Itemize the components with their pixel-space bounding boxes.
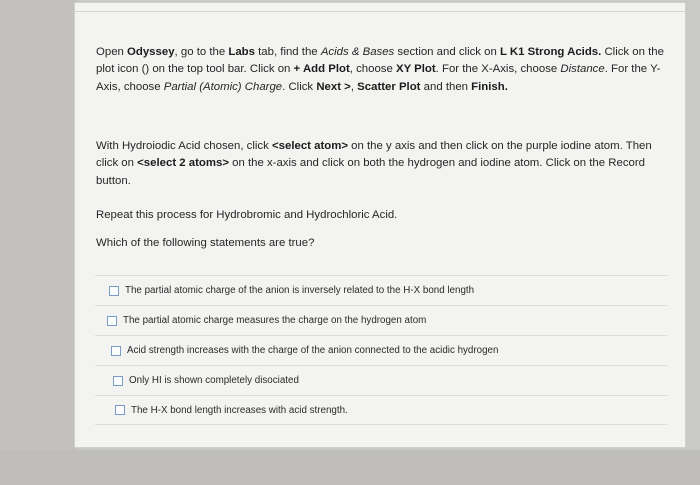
text: ,	[350, 80, 358, 93]
answer-options	[95, 275, 667, 425]
option-row[interactable]	[95, 275, 667, 305]
text: With Hydroiodic Acid chosen, click	[96, 140, 272, 152]
checkbox[interactable]	[107, 316, 117, 326]
card-top-divider	[75, 11, 685, 12]
text-bold: <select 2 atoms>	[137, 157, 229, 170]
text-bold: <select atom>	[272, 140, 348, 152]
checkbox[interactable]	[115, 405, 125, 415]
option-label: Only HI is shown completely disociated	[129, 375, 299, 386]
text: , go to the	[174, 46, 229, 58]
instruction-paragraph-3: Repeat this process for Hydrobromic and Hydrochloric Acid.	[96, 209, 398, 221]
option-label: Acid strength increases with the charge of the anion connected to the acidic hydrogen	[127, 345, 499, 356]
text: section and click on	[394, 46, 501, 58]
background-bottom	[0, 450, 700, 485]
text-bold: Scatter Plot	[357, 80, 421, 93]
text: Open	[96, 46, 128, 58]
text-italic: Distance	[560, 63, 605, 76]
option-row[interactable]	[95, 365, 667, 395]
text: . Click	[282, 80, 317, 93]
text-bold: + Add Plot	[293, 63, 350, 76]
text-bold: Labs	[228, 46, 255, 58]
text: . For the Y-Axis, choose	[96, 63, 661, 93]
text-italic: Partial (Atomic) Charge	[163, 80, 283, 93]
text-bold: L K1 Strong Acids.	[500, 46, 602, 58]
text-bold: Next >	[316, 80, 351, 93]
text: , choose	[349, 63, 396, 76]
option-label: The partial atomic charge of the anion is inversely related to the H-X bond length	[125, 285, 475, 296]
question-prompt: Which of the following statements are true?	[96, 237, 315, 249]
text: on the y axis and then click on the purple iodine atom. Then click on	[96, 140, 652, 170]
text: Click on the plot icon () on the top tool bar. Click on	[96, 46, 664, 76]
text-italic: Acids & Bases	[320, 46, 395, 58]
text-bold: XY Plot	[396, 63, 436, 76]
text: on the x-axis and click on both the hydrogen and iodine atom. Click on the Record button.	[96, 157, 645, 187]
option-label: The partial atomic charge measures the charge on the hydrogen atom	[123, 315, 427, 326]
option-row[interactable]	[95, 335, 667, 365]
text-bold: Odyssey	[127, 46, 175, 58]
text: . For the X-Axis, choose	[435, 63, 561, 76]
instruction-paragraph-2	[96, 138, 666, 190]
option-row[interactable]	[95, 395, 667, 425]
option-row[interactable]	[95, 305, 667, 335]
checkbox[interactable]	[113, 376, 123, 386]
question-card	[74, 2, 686, 448]
text: tab, find the	[254, 46, 321, 58]
text-bold: Finish.	[471, 80, 508, 93]
option-label: The H-X bond length increases with acid strength.	[131, 404, 348, 416]
checkbox[interactable]	[111, 346, 121, 356]
background-left	[0, 0, 78, 485]
instruction-paragraph-1	[96, 44, 666, 96]
checkbox[interactable]	[109, 286, 119, 296]
text: and then	[420, 80, 472, 93]
